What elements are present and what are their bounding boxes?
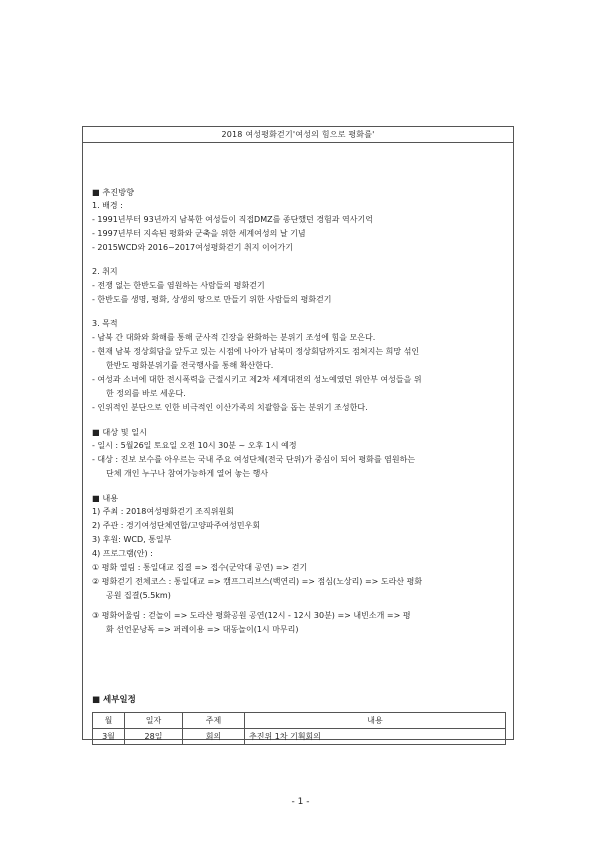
table-row: [93, 729, 506, 745]
column-header: 주제: [183, 713, 245, 729]
column-header: 일자: [125, 713, 183, 729]
table-cell: 28일: [125, 729, 183, 745]
program-item: ③ 평화어울림 : 걷놀이 => 도라산 평화공원 공연(12시 - 12시 30분) => 내빈소개 => 평: [92, 611, 411, 620]
target-item: - 일시 : 5월26일 토요일 오전 10시 30분 ~ 오후 1시 예정: [92, 441, 297, 450]
plan-header: ■ 추진방향: [92, 187, 134, 197]
content-header: ■ 내용: [92, 493, 119, 503]
table-cell: 회의: [183, 729, 245, 745]
content-item: 1) 주최 : 2018여성평화걷기 조직위원회: [92, 507, 234, 516]
table-cell: 3월: [93, 729, 125, 745]
intent-heading: 2. 취지: [92, 267, 118, 276]
document-body: [92, 185, 510, 637]
target-item: - 대상 : 진보 보수를 아우르는 국내 주요 여성단체(전국 단위)가 중심이 되어 평화를 염원하는: [92, 455, 416, 464]
schedule-table: [92, 712, 506, 745]
background-heading: 1. 배경 :: [92, 201, 123, 210]
document-title: 2018 여성평화걷기'여성의 힘으로 평화를': [82, 126, 514, 143]
intent-item: - 전쟁 없는 한반도를 염원하는 사람들의 평화걷기: [92, 281, 265, 290]
purpose-item: - 남북 간 대화와 화해를 통해 군사적 긴장을 완화하는 분위기 조성에 힘을 모은다.: [92, 333, 376, 342]
column-header: 월: [93, 713, 125, 729]
program-item: 공원 집결(5.5km): [106, 591, 171, 600]
program-item: ① 평화 열림 : 통일대교 집결 => 접수(군악대 공연) => 걷기: [92, 563, 308, 572]
program-item: 화 선언문낭독 => 퍼레이용 => 대동놀이(1시 마무리): [106, 625, 299, 634]
page-number: - 1 -: [291, 797, 310, 807]
content-item: 4) 프로그램(안) :: [92, 549, 153, 558]
purpose-item: - 여성과 소녀에 대한 전시폭력을 근절시키고 제2차 세계대전의 성노예였던 위안부 여성들을 위: [92, 375, 422, 384]
content-item: 3) 후원: WCD, 통일부: [92, 535, 172, 544]
background-item: - 1991년부터 93년까지 남북한 여성들이 직접DMZ를 종단했던 경험과 역사기억: [92, 215, 373, 224]
background-item: - 2015WCD와 2016~2017여성평화걷기 취지 이어가기: [92, 243, 293, 252]
purpose-item: - 현재 남북 정상회담을 앞두고 있는 시점에 나아가 남북미 정상회담까지도 점쳐지는 희망 섞인: [92, 347, 420, 356]
target-item: 단체 개인 누구나 참여가능하게 열어 놓는 행사: [106, 469, 269, 478]
table-header-row: [93, 713, 506, 729]
target-header: ■ 대상 및 일시: [92, 427, 148, 437]
purpose-item: - 인위적인 분단으로 인한 비극적인 이산가족의 치괄함을 돕는 분위기 조성한다.: [92, 403, 368, 412]
column-header: 내용: [245, 713, 506, 729]
intent-item: - 한반도를 생명, 평화, 상생의 땅으로 만들기 위한 사람들의 평화걷기: [92, 295, 332, 304]
purpose-heading: 3. 목적: [92, 319, 118, 328]
program-item: ② 평화걷기 전체코스 : 통일대교 => 캠프그리브스(백연리) => 점심(노상리) => 도라산 평화: [92, 577, 423, 586]
table-cell: 추진위 1차 기획회의: [245, 729, 506, 745]
purpose-item: 한 정의를 바로 세운다.: [106, 389, 186, 398]
background-item: - 1997년부터 지속된 평화와 군축을 위한 세계여성의 날 기념: [92, 229, 306, 238]
content-item: 2) 주관 : 경기여성단체연합/고양파주여성민우회: [92, 521, 261, 530]
schedule-header: ■ 세부일정: [92, 695, 136, 705]
purpose-item: 한반도 평화분위기를 전국행사를 통해 확산한다.: [106, 361, 274, 370]
